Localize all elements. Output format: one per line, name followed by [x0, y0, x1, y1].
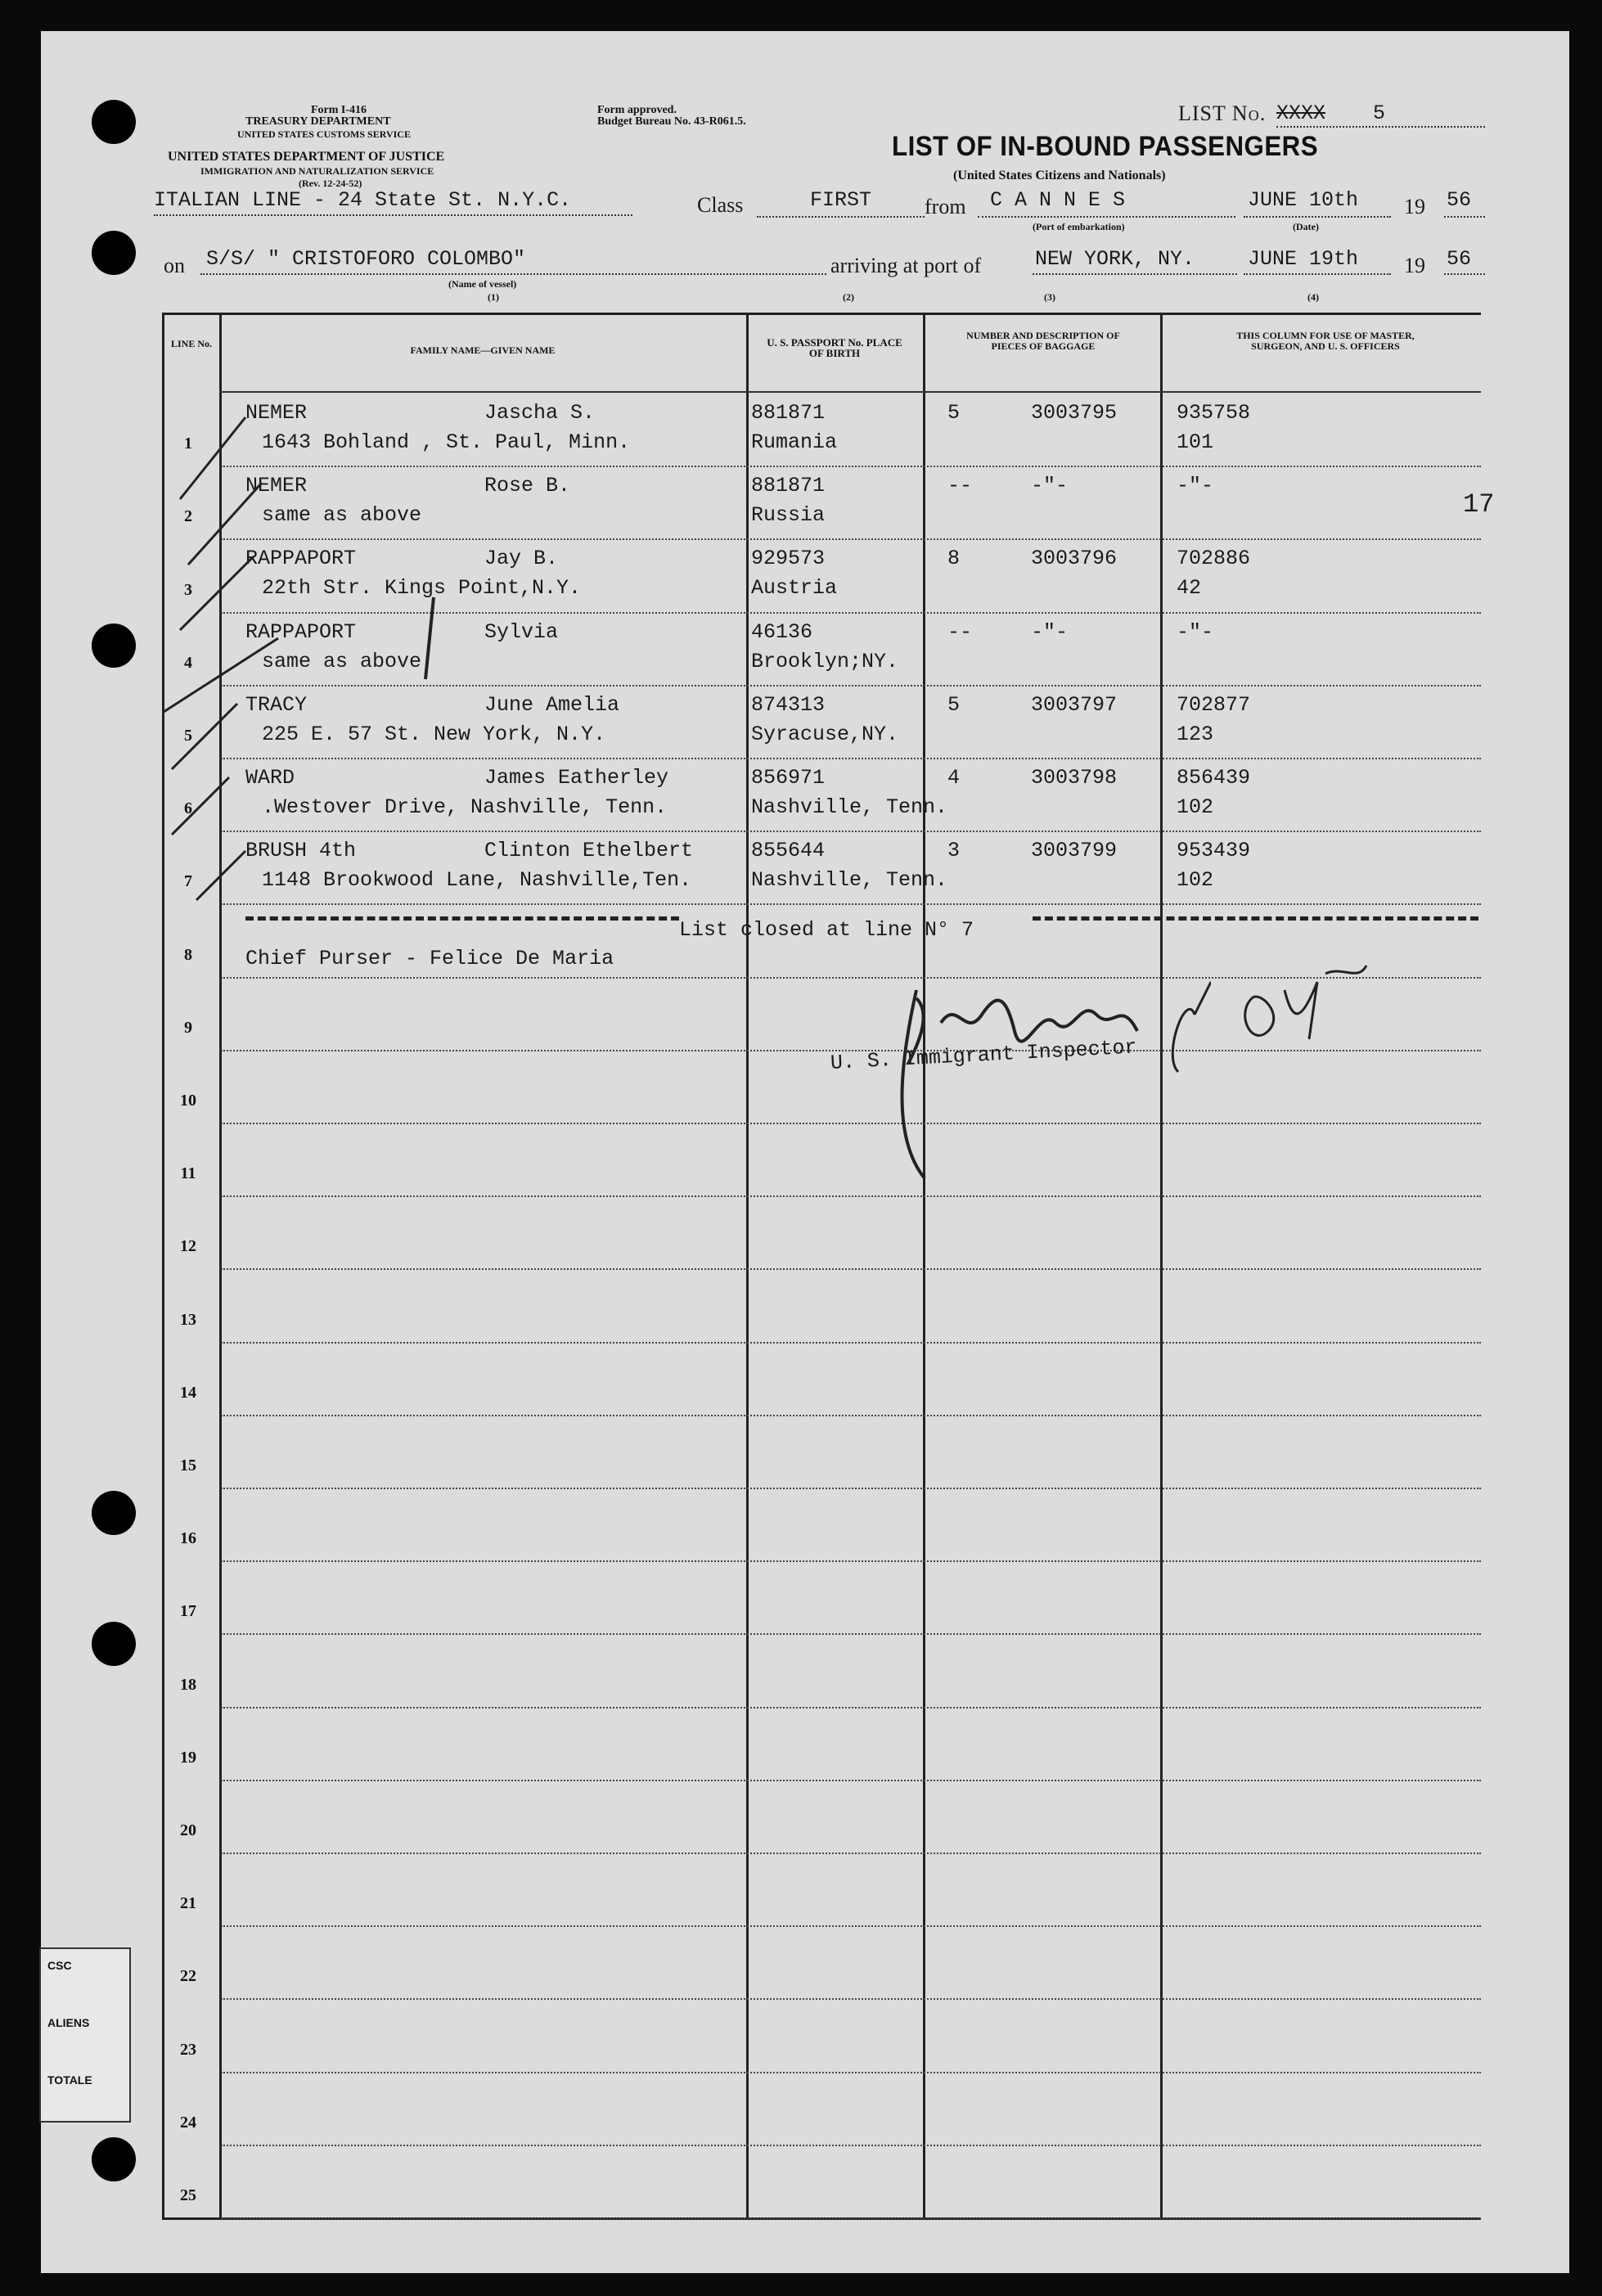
- port-arrival: NEW YORK, NY.: [1035, 247, 1195, 271]
- initials-mark: [1235, 949, 1375, 1056]
- passenger-officer1: 702877: [1177, 692, 1251, 717]
- passenger-birth: Austria: [751, 576, 838, 601]
- passenger-address: .Westover Drive, Nashville, Tenn.: [262, 795, 668, 819]
- caption-4: (4): [1307, 291, 1319, 303]
- passenger-given: Rose B.: [484, 474, 571, 498]
- date-caption: (Date): [1293, 221, 1319, 232]
- class-underline: [757, 216, 925, 218]
- date-arrival: JUNE 19th: [1248, 247, 1359, 271]
- row-number: 10: [180, 1092, 196, 1110]
- row-number: 24: [180, 2113, 196, 2132]
- passenger-birth: Brooklyn;NY.: [751, 649, 899, 673]
- row-number: 4: [184, 653, 192, 672]
- passenger-pieces: 5: [947, 401, 961, 425]
- name-column-divider: [746, 313, 749, 2219]
- form-id: Form I-416: [311, 104, 367, 116]
- passenger-birth: Syracuse,NY.: [751, 722, 899, 746]
- passenger-family: BRUSH 4th: [245, 839, 357, 863]
- arriving-label: arriving at port of: [830, 254, 982, 277]
- date-embark-underline: [1244, 216, 1391, 218]
- immigration-service: IMMIGRATION AND NATURALIZATION SERVICE: [200, 165, 434, 177]
- punch-hole: [92, 1622, 136, 1666]
- row-line: [221, 1560, 1481, 1562]
- row-line: [221, 2145, 1481, 2146]
- row-number: 3: [184, 580, 192, 599]
- row-line: [221, 1342, 1481, 1344]
- passenger-passport: 881871: [751, 401, 826, 425]
- passenger-baggage-no: 3003795: [1031, 401, 1118, 425]
- class-value: FIRST: [810, 188, 872, 212]
- passenger-family: RAPPAPORT: [245, 619, 357, 644]
- row-number: 20: [180, 1821, 196, 1839]
- date-arrival-underline: [1244, 273, 1391, 275]
- baggage-column-divider: [1160, 313, 1163, 2219]
- caption-2: (2): [843, 291, 854, 303]
- from-label: from: [925, 195, 966, 218]
- row-line: [221, 2217, 1481, 2219]
- passenger-passport: 855644: [751, 839, 826, 863]
- list-no-line: [1276, 126, 1485, 128]
- passenger-officer2: 102: [1177, 795, 1214, 819]
- form-approved: Form approved.: [597, 104, 677, 116]
- manifest-page: [41, 31, 1569, 2273]
- passenger-passport: 46136: [751, 619, 813, 644]
- year-prefix: 19: [1404, 195, 1425, 218]
- row-number: 11: [180, 1164, 196, 1183]
- passenger-birth: Nashville, Tenn.: [751, 868, 948, 893]
- passenger-officer1: -"-: [1177, 474, 1214, 498]
- form-revision: (Rev. 12-24-52): [299, 178, 362, 189]
- passenger-given: June Amelia: [484, 692, 620, 717]
- passenger-family: NEMER: [245, 401, 308, 425]
- justice-dept: UNITED STATES DEPARTMENT OF JUSTICE: [168, 150, 445, 164]
- table-top-border: [162, 313, 1481, 315]
- passenger-officer2: 42: [1177, 576, 1202, 601]
- passenger-pieces: 3: [947, 839, 961, 863]
- col-header-officers: THIS COLUMN FOR USE OF MASTER, SURGEON, AND U. S. OFFICERS: [1236, 330, 1415, 352]
- port-embark-caption: (Port of embarkation): [1033, 221, 1125, 232]
- punch-hole: [92, 100, 136, 144]
- row-number: 1: [184, 434, 192, 453]
- list-no-struck: XXXX: [1276, 101, 1326, 125]
- passenger-pieces: --: [947, 474, 973, 498]
- chief-purser: Chief Purser - Felice De Maria: [245, 947, 614, 970]
- on-label: on: [164, 254, 185, 277]
- margin-number: 17: [1463, 489, 1495, 520]
- punch-hole: [92, 624, 136, 668]
- passenger-address: 22th Str. Kings Point,N.Y.: [262, 576, 582, 601]
- check-marks: [164, 409, 458, 916]
- header-row-border: [219, 391, 1481, 393]
- row-number: 12: [180, 1237, 196, 1256]
- year-embark: 56: [1447, 188, 1472, 212]
- passenger-birth: Nashville, Tenn.: [751, 795, 948, 819]
- col-header-baggage: NUMBER AND DESCRIPTION OF PIECES OF BAGGAGE: [966, 330, 1120, 352]
- row-line: [221, 1925, 1481, 1927]
- passenger-passport: 856971: [751, 766, 826, 790]
- shipping-line: ITALIAN LINE - 24 State St. N.Y.C.: [154, 188, 572, 212]
- row-number: 25: [180, 2186, 196, 2204]
- shipping-line-underline: [154, 214, 632, 216]
- inspector-signature: [867, 966, 1211, 1195]
- passenger-baggage-no: 3003796: [1031, 547, 1118, 571]
- passenger-passport: 874313: [751, 692, 826, 717]
- vessel-underline: [200, 273, 826, 275]
- list-no-label: LIST No.: [1178, 101, 1267, 125]
- year-arrival-underline: [1444, 273, 1485, 275]
- passenger-address: same as above: [262, 503, 422, 528]
- row-line: [221, 1633, 1481, 1635]
- form-subtitle: (United States Citizens and Nationals): [953, 169, 1166, 182]
- passenger-officer1: 856439: [1177, 766, 1251, 790]
- passenger-address: 1643 Bohland , St. Paul, Minn.: [262, 430, 631, 454]
- passenger-given: Jay B.: [484, 547, 559, 571]
- class-label: Class: [697, 193, 744, 217]
- row-number: 15: [180, 1456, 196, 1474]
- port-embarkation: C A N N E S: [990, 188, 1126, 212]
- passenger-pieces: --: [947, 619, 973, 644]
- row-number: 23: [180, 2040, 196, 2059]
- row-number: 18: [180, 1675, 196, 1694]
- row-line: [221, 1195, 1481, 1197]
- caption-3: (3): [1044, 291, 1055, 303]
- row-number: 8: [184, 945, 192, 964]
- passenger-family: RAPPAPORT: [245, 547, 357, 571]
- row-number: 19: [180, 1748, 196, 1767]
- col-header-passport: U. S. PASSPORT No. PLACE OF BIRTH: [767, 336, 902, 359]
- year-embark-underline: [1444, 216, 1485, 218]
- list-closed-note: List closed at line N° 7: [679, 918, 974, 942]
- passenger-baggage-no: 3003797: [1031, 692, 1118, 717]
- row-line: [221, 1123, 1481, 1124]
- closing-rule-left: [245, 916, 679, 921]
- row-line: [221, 2072, 1481, 2073]
- row-number: 21: [180, 1894, 196, 1913]
- row-line: [221, 1853, 1481, 1854]
- row-number: 6: [184, 799, 192, 818]
- passenger-officer2: 102: [1177, 868, 1214, 893]
- passenger-birth: Russia: [751, 503, 826, 528]
- date-embarkation: JUNE 10th: [1248, 188, 1359, 212]
- row-number: 5: [184, 727, 192, 745]
- row-number: 9: [184, 1018, 192, 1037]
- passenger-officer1: 935758: [1177, 401, 1251, 425]
- passenger-given: Sylvia: [484, 619, 559, 644]
- passenger-birth: Rumania: [751, 430, 838, 454]
- year-prefix-2: 19: [1404, 254, 1425, 277]
- vessel-name: S/S/ " CRISTOFORO COLOMBO": [206, 247, 526, 271]
- treasury-dept: TREASURY DEPARTMENT: [245, 115, 391, 128]
- tally-aliens: ALIENS: [47, 2016, 90, 2029]
- row-number: 7: [184, 872, 192, 891]
- passenger-family: WARD: [245, 766, 295, 790]
- passenger-baggage-no: 3003799: [1031, 839, 1118, 863]
- passenger-family: TRACY: [245, 692, 308, 717]
- passenger-baggage-no: 3003798: [1031, 766, 1118, 790]
- passenger-officer1: -"-: [1177, 619, 1214, 644]
- row-line: [221, 1780, 1481, 1781]
- tally-totale: TOTALE: [47, 2073, 92, 2087]
- port-arrival-underline: [1033, 273, 1237, 275]
- row-number: 14: [180, 1383, 196, 1402]
- row-line: [221, 1268, 1481, 1270]
- year-arrival: 56: [1447, 247, 1472, 271]
- passenger-baggage-no: -"-: [1031, 619, 1069, 644]
- passenger-given: Jascha S.: [484, 401, 596, 425]
- passenger-given: Clinton Ethelbert: [484, 839, 694, 863]
- punch-hole: [92, 1491, 136, 1535]
- passenger-officer1: 702886: [1177, 547, 1251, 571]
- punch-hole: [92, 2137, 136, 2181]
- row-number: 2: [184, 507, 192, 526]
- passenger-passport: 929573: [751, 547, 826, 571]
- row-number: 17: [180, 1602, 196, 1621]
- passenger-family: NEMER: [245, 474, 308, 498]
- passenger-pieces: 4: [947, 766, 961, 790]
- passenger-address: same as above: [262, 649, 422, 673]
- row-line: [221, 1707, 1481, 1708]
- budget-bureau: Budget Bureau No. 43-R061.5.: [597, 115, 746, 128]
- row-line: [221, 1998, 1481, 2000]
- passport-column-divider: [923, 313, 925, 2219]
- port-embark-underline: [978, 216, 1235, 218]
- passenger-officer1: 953439: [1177, 839, 1251, 863]
- passenger-given: James Eatherley: [484, 766, 669, 790]
- customs-service: UNITED STATES CUSTOMS SERVICE: [237, 128, 411, 140]
- passenger-baggage-no: -"-: [1031, 474, 1069, 498]
- row-number: 22: [180, 1967, 196, 1986]
- col-header-line: LINE No.: [170, 338, 212, 349]
- form-title: LIST OF IN-BOUND PASSENGERS: [892, 131, 1319, 162]
- row-number: 13: [180, 1310, 196, 1329]
- closing-rule-right: [1033, 916, 1478, 921]
- passenger-officer2: 101: [1177, 430, 1214, 454]
- passenger-officer2: 123: [1177, 722, 1214, 746]
- list-no-value: 5: [1373, 101, 1386, 125]
- passenger-address: 225 E. 57 St. New York, N.Y.: [262, 722, 606, 746]
- row-line: [221, 1415, 1481, 1416]
- row-line: [221, 1488, 1481, 1489]
- passenger-address: 1148 Brookwood Lane, Nashville,Ten.: [262, 868, 692, 893]
- inspector-label: U. S. Immigrant Inspector: [830, 1035, 1138, 1075]
- punch-hole: [92, 231, 136, 275]
- vessel-caption: (Name of vessel): [448, 278, 517, 290]
- tally-csc: CSC: [47, 1959, 72, 1972]
- row-number: 16: [180, 1529, 196, 1548]
- caption-1: (1): [488, 291, 499, 303]
- passenger-passport: 881871: [751, 474, 826, 498]
- tally-stamp: [39, 1947, 131, 2123]
- passenger-pieces: 8: [947, 547, 961, 571]
- passenger-pieces: 5: [947, 692, 961, 717]
- col-header-name: FAMILY NAME—GIVEN NAME: [410, 344, 556, 356]
